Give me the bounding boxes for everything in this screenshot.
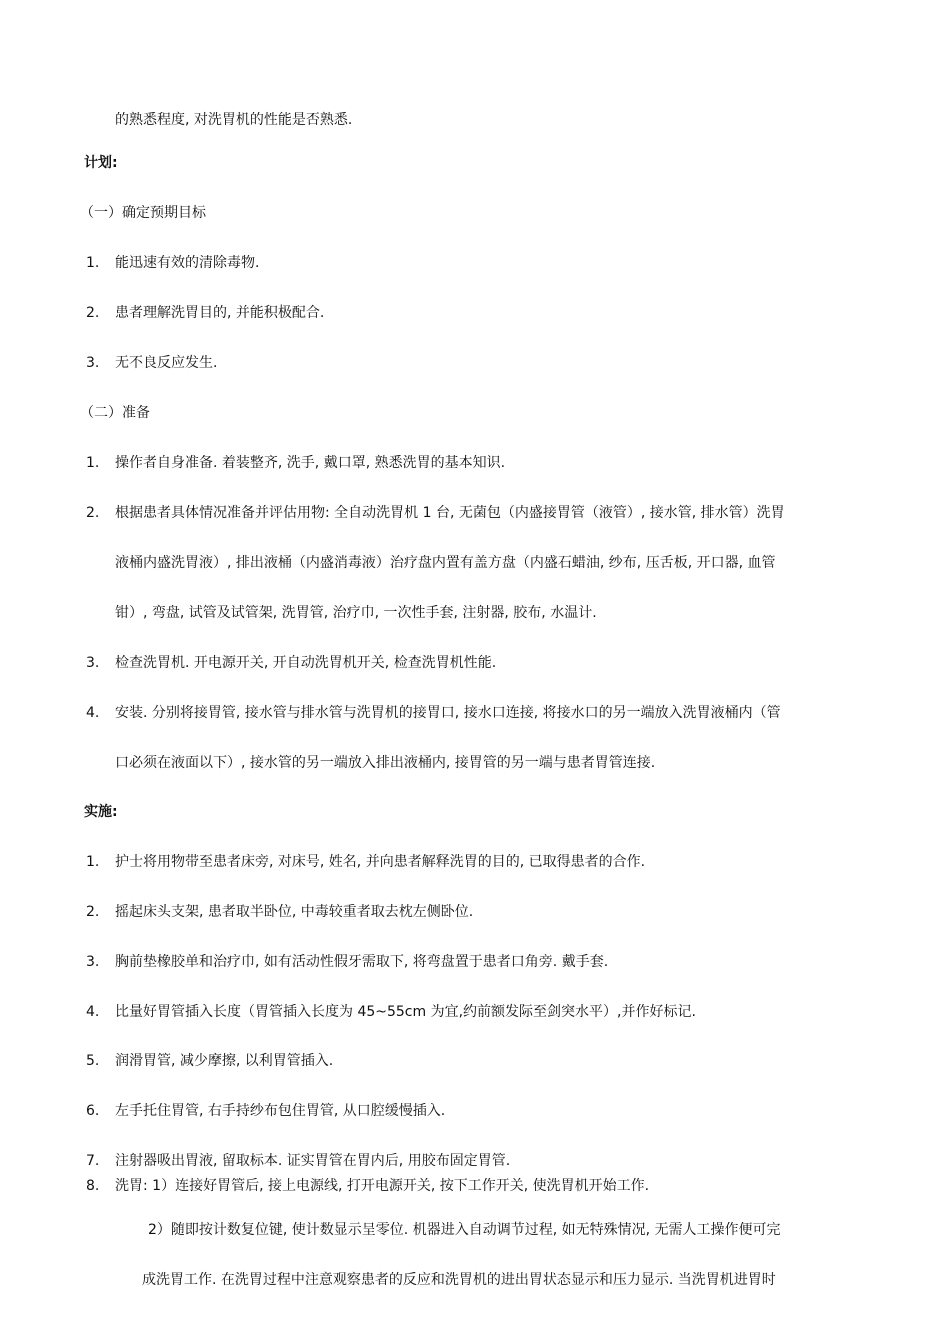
list-number: 8. xyxy=(86,1178,100,1194)
list-text: 口必须在液面以下）, 接水管的另一端放入排出液桶内, 接胃管的另一端与患者胃管连接. xyxy=(115,755,656,771)
list-text: 液桶内盛洗胃液）, 排出液桶（内盛消毒液）治疗盘内置有盖方盘（内盛石蜡油, 纱布, 压舌板, 开口器, 血管 xyxy=(115,555,776,571)
intro-line: 的熟悉程度, 对洗胃机的性能是否熟悉. xyxy=(115,112,353,128)
list-text: 患者理解洗胃目的, 并能积极配合. xyxy=(115,305,325,321)
wash-step-2-line-1: 2）随即按计数复位键, 使计数显示呈零位. 机器进入自动调节过程, 如无特殊情况, 无需人工操作便可完 xyxy=(148,1222,781,1238)
list-number: 1. xyxy=(86,854,100,870)
list-number: 7. xyxy=(86,1153,100,1169)
list-number: 6. xyxy=(86,1103,100,1119)
list-text: 操作者自身准备. 着装整齐, 洗手, 戴口罩, 熟悉洗胃的基本知识. xyxy=(115,455,506,471)
list-text: 检查洗胃机. 开电源开关, 开自动洗胃机开关, 检查洗胃机性能. xyxy=(115,655,497,671)
list-text: 左手托住胃管, 右手持纱布包住胃管, 从口腔缓慢插入. xyxy=(115,1103,446,1119)
list-number: 3. xyxy=(86,655,100,671)
list-number: 3. xyxy=(86,954,100,970)
list-text: 洗胃: 1）连接好胃管后, 接上电源线, 打开电源开关, 按下工作开关, 使洗胃机开始工作. xyxy=(115,1178,650,1194)
list-number: 2. xyxy=(86,904,100,920)
list-text: 摇起床头支架, 患者取半卧位, 中毒较重者取去枕左侧卧位. xyxy=(115,904,474,920)
list-text: 安装. 分别将接胃管, 接水管与排水管与洗胃机的接胃口, 接水口连接, 将接水口的另一端放入洗胃液桶内（管 xyxy=(115,705,781,721)
list-text: 比量好胃管插入长度（胃管插入长度为 45~55cm 为宜,约前额发际至剑突水平）,并作好标记. xyxy=(115,1004,696,1020)
list-text: 钳）, 弯盘, 试管及试管架, 洗胃管, 治疗巾, 一次性手套, 注射器, 胶布, 水温计. xyxy=(115,605,597,621)
list-text: 能迅速有效的清除毒物. xyxy=(115,255,260,271)
list-text: 胸前垫橡胶单和治疗巾, 如有活动性假牙需取下, 将弯盘置于患者口角旁. 戴手套. xyxy=(115,954,609,970)
plan-heading: 计划: xyxy=(84,155,118,171)
list-number: 1. xyxy=(86,455,100,471)
list-number: 4. xyxy=(86,1004,100,1020)
list-text: 护士将用物带至患者床旁, 对床号, 姓名, 并向患者解释洗胃的目的, 已取得患者的合作. xyxy=(115,854,646,870)
list-number: 2. xyxy=(86,505,100,521)
list-number: 3. xyxy=(86,355,100,371)
list-number: 5. xyxy=(86,1053,100,1069)
list-number: 1. xyxy=(86,255,100,271)
list-text: 润滑胃管, 减少摩擦, 以利胃管插入. xyxy=(115,1053,334,1069)
list-number: 4. xyxy=(86,705,100,721)
list-number: 2. xyxy=(86,305,100,321)
list-text: 注射器吸出胃液, 留取标本. 证实胃管在胃内后, 用胶布固定胃管. xyxy=(115,1153,511,1169)
goals-heading: （一）确定预期目标 xyxy=(80,205,206,221)
prep-heading: （二）准备 xyxy=(80,405,150,421)
list-text: 根据患者具体情况准备并评估用物: 全自动洗胃机 1 台, 无菌包（内盛接胃管（液管）, 接水管, 排水管）洗胃 xyxy=(115,505,785,521)
wash-step-2-line-2: 成洗胃工作. 在洗胃过程中注意观察患者的反应和洗胃机的进出胃状态显示和压力显示. 当洗胃机进胃时 xyxy=(142,1272,776,1288)
impl-heading: 实施: xyxy=(84,804,118,820)
list-text: 无不良反应发生. xyxy=(115,355,218,371)
